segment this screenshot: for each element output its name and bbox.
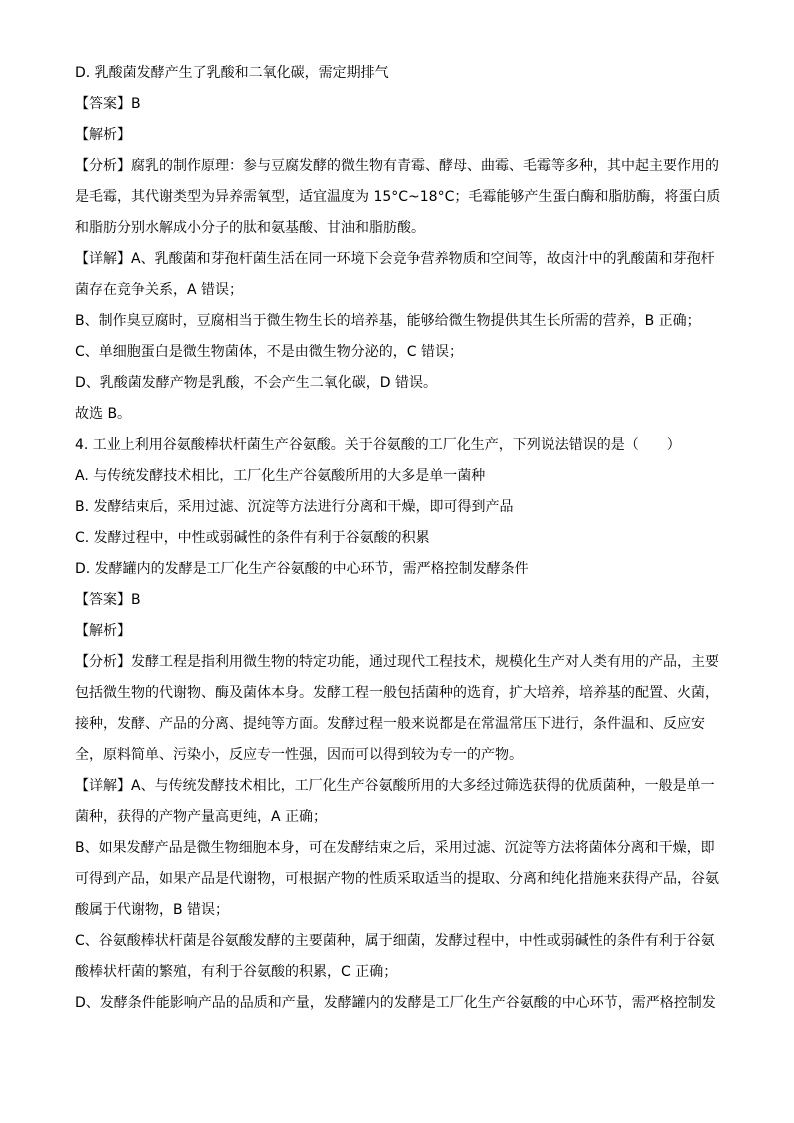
text-line: 【分析】腐乳的制作原理：参与豆腐发酵的微生物有青霉、酵母、曲霉、毛霉等多种，其中起主要作用的 <box>75 158 719 174</box>
text-line: 全，原料简单、污染小，反应专一性强，因而可以得到较为专一的产物。 <box>75 747 523 763</box>
text-line: C、谷氨酸棒状杆菌是谷氨酸发酵的主要菌种，属于细菌，发酵过程中，中性或弱碱性的条件有利于谷氨 <box>75 933 715 949</box>
option-c: C. 发酵过程中，中性或弱碱性的条件有利于谷氨酸的积累 <box>75 530 430 546</box>
analysis-heading: 【解析】 <box>75 623 131 639</box>
text-line: D. 乳酸菌发酵产生了乳酸和二氧化碳，需定期排气 <box>75 65 389 81</box>
text-line: 酸棒状杆菌的繁殖，有利于谷氨酸的积累，C 正确； <box>75 964 398 980</box>
text-line: D、发酵条件能影响产品的品质和产量，发酵罐内的发酵是工厂化生产谷氨酸的中心环节，需严格控制发 <box>75 995 716 1011</box>
text-line: 故选 B。 <box>75 406 132 422</box>
text-line: 菌存在竞争关系，A 错误； <box>75 282 244 298</box>
text-line: 可得到产品，如果产品是代谢物，可根据产物的性质采取适当的提取、分离和纯化措施来获得产品，谷氨 <box>75 871 719 887</box>
text-line: B、制作臭豆腐时，豆腐相当于微生物生长的培养基，能够给微生物提供其生长所需的营养，B 正确； <box>75 313 701 329</box>
option-d: D. 发酵罐内的发酵是工厂化生产谷氨酸的中心环节，需严格控制发酵条件 <box>75 561 529 577</box>
document-page <box>75 58 725 1019</box>
answer-label: 【答案】B <box>75 96 141 112</box>
analysis-heading: 【解析】 <box>75 127 131 143</box>
text-line: 菌种，获得的产物产量高更纯，A 正确； <box>75 809 328 825</box>
answer-label: 【答案】B <box>75 592 141 608</box>
text-line: B、如果发酵产品是微生物细胞本身，可在发酵结束之后，采用过滤、沉淀等方法将菌体分离和干燥，即 <box>75 840 715 856</box>
text-line: 接种，发酵、产品的分离、提纯等方面。发酵过程一般来说都是在常温常压下进行，条件温和、反应安 <box>75 716 705 732</box>
text-line: 【详解】A、与传统发酵技术相比，工厂化生产谷氨酸所用的大多经过筛选获得的优质菌种，一般是单一 <box>75 778 715 794</box>
option-b: B. 发酵结束后，采用过滤、沉淀等方法进行分离和干燥，即可得到产品 <box>75 499 514 515</box>
text-line: 是毛霉，其代谢类型为异养需氧型，适宜温度为 15°C~18°C；毛霉能够产生蛋白酶和脂肪酶，将蛋白质 <box>75 189 721 205</box>
option-a: A. 与传统发酵技术相比，工厂化生产谷氨酸所用的大多是单一菌种 <box>75 468 486 484</box>
text-line: 包括微生物的代谢物、酶及菌体本身。发酵工程一般包括菌种的选育，扩大培养，培养基的配置、火菌， <box>75 685 719 701</box>
text-line: 【分析】发酵工程是指利用微生物的特定功能，通过现代工程技术，规模化生产对人类有用的产品，主要 <box>75 654 719 670</box>
text-line: 和脂肪分别水解成小分子的肽和氨基酸、甘油和脂肪酸。 <box>75 220 425 236</box>
text-line: D、乳酸菌发酵产物是乳酸，不会产生二氧化碳，D 错误。 <box>75 375 438 391</box>
question-stem: 4. 工业上利用谷氨酸棒状杆菌生产谷氨酸。关于谷氨酸的工厂化生产，下列说法错误的是（ ） <box>75 437 681 453</box>
text-line: 酸属于代谢物，B 错误； <box>75 902 230 918</box>
text-line: C、单细胞蛋白是微生物菌体，不是由微生物分泌的，C 错误； <box>75 344 463 360</box>
text-line: 【详解】A、乳酸菌和芽孢杆菌生活在同一环境下会竞争营养物质和空间等，故卤汁中的乳酸菌和芽孢杆 <box>75 251 715 267</box>
